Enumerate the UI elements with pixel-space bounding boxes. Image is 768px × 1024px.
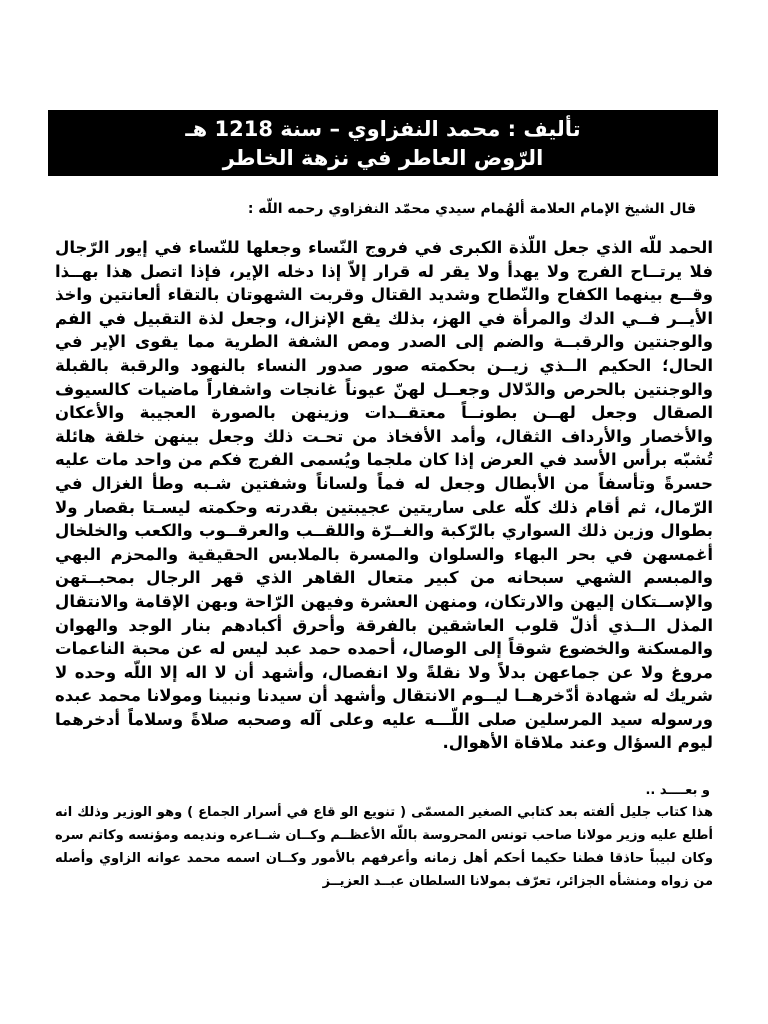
section-marker: و بعــــد .. <box>645 783 710 798</box>
book-title: الرّوض العاطر في نزهة الخاطر <box>222 146 544 170</box>
title-banner <box>48 110 718 176</box>
intro-line: قال الشيخ الإمام العلامة ألهُمام سيدي محمّد النفزاوي رحمه اللّه : <box>247 201 696 217</box>
author-line: تأليف : محمد النفزاوي – سنة 1218 هـ <box>185 117 581 141</box>
main-paragraph: الحمد للّه الذي جعل اللّذة الكبرى في فروج النّساء وجعلها للنّساء في إيور الرّجال فلا يرتــاح الفرج ولا يهدأ ولا يقر له قرار إلاّ إذا دخله الإير، فإذا اتصل هذا بهــذا وقــع بينهما الكفاح والنّطاح وشديد القتال وقربت الشهوتان بالتقاء ألعانتين واخذ الأيــر فــي الدك والمرأة في الهز، بذلك يقع الإنزال، وجعل لذة التقبيل في الفم والوجنتين والرقبــة والضم إلى الصدر ومص الشفة الطرية مما يقوى الإير في الحال؛ الحكيم الــذي زيــن بحكمته صور صدور النساء بالنهود والرقبة بالقبلة والوجنتين بالحرص والدّلال وجعــل لهنّ عيوناً غانجات واشفاراً ماضيات كالسيوف الصقال وجعل لهــن بطونــاً معتقــدات وزينهن بالصورة العجيبة والأعكان والأخصار والأرداف الثقال، وأمد الأفخاذ من تحـت ذلك وجعل بينهن خلقة هائلة تُشبّه برأس الأسد في العرض إذا كان ملجما ويُسمى الفرج فكم من واحد مات عليه حسرةً وتأسفاً من الأبطال وجعل له فماً ولساناً وشفتين شـبه وطأ الغزال في الرّمال، ثم أقام ذلك كلّه على ساريتين عجيبتين بقدرته وحكمته ليسـتا بقصار ولا بطوال وزين ذلك السواري بالرّكبة والغــرّة واللقــب والعرقــوب والكعب والخلخال أغمسهن في بحر البهاء والسلوان والمسرة بالملابس الحقيقية والمحزم البهي والمبسم الشهي سبحانه من كبير متعال القاهر الذي قهر الرجال بمحبــتهن والإســتكان إليهن والارتكان، ومنهن العشرة وفيهن الرّاحة وبهن الإقامة والانتقال المذل الــذي أذلّ قلوب العاشقين بالفرقة وأحرق أكبادهم بنار الوجد والهوان والمسكنة والخضوع شوقاً إلى الوصال، أحمده حمد عبد ليس له عن محبة الناعمات مروغ ولا عن جماعهن بدلاً ولا نقلةً ولا انفصال، وأشهد أن لا اله إلا اللّه وحده لا شريك له شهادة أدّخرهــا ليــوم الانتقال وأشهد أن سيدنا ونبينا ومولانا محمد عبده ورسوله سيد المرسلين صلى اللّـــه عليه وعلى آله وصحبه صلاةً وسلاماً أدخرهما ليوم السؤال وعند ملاقاة الأهوال. <box>55 238 713 753</box>
secondary-paragraph: هذا كتاب جليل ألفته بعد كتابي الصغير المسمّى ( تنويع الو قاع في أسرار الجماع ) وهو الوزير وذلك انه أطلع عليه وزير مولانا صاحب تونس المحروسة باللّه الأعظــم وكــان شــاعره ونديمه ومؤنسه وكاتم سره وكان لبيباً حاذقا فطنا حكيما أحكم أهل زمانه وأعرفهم بالأمور وكــان اسمه محمد عوانه الزاوي وأصله من زواه ومنشأه الجزائر، تعرّف بمولانا السلطان عبــد العزيــز <box>55 805 713 889</box>
